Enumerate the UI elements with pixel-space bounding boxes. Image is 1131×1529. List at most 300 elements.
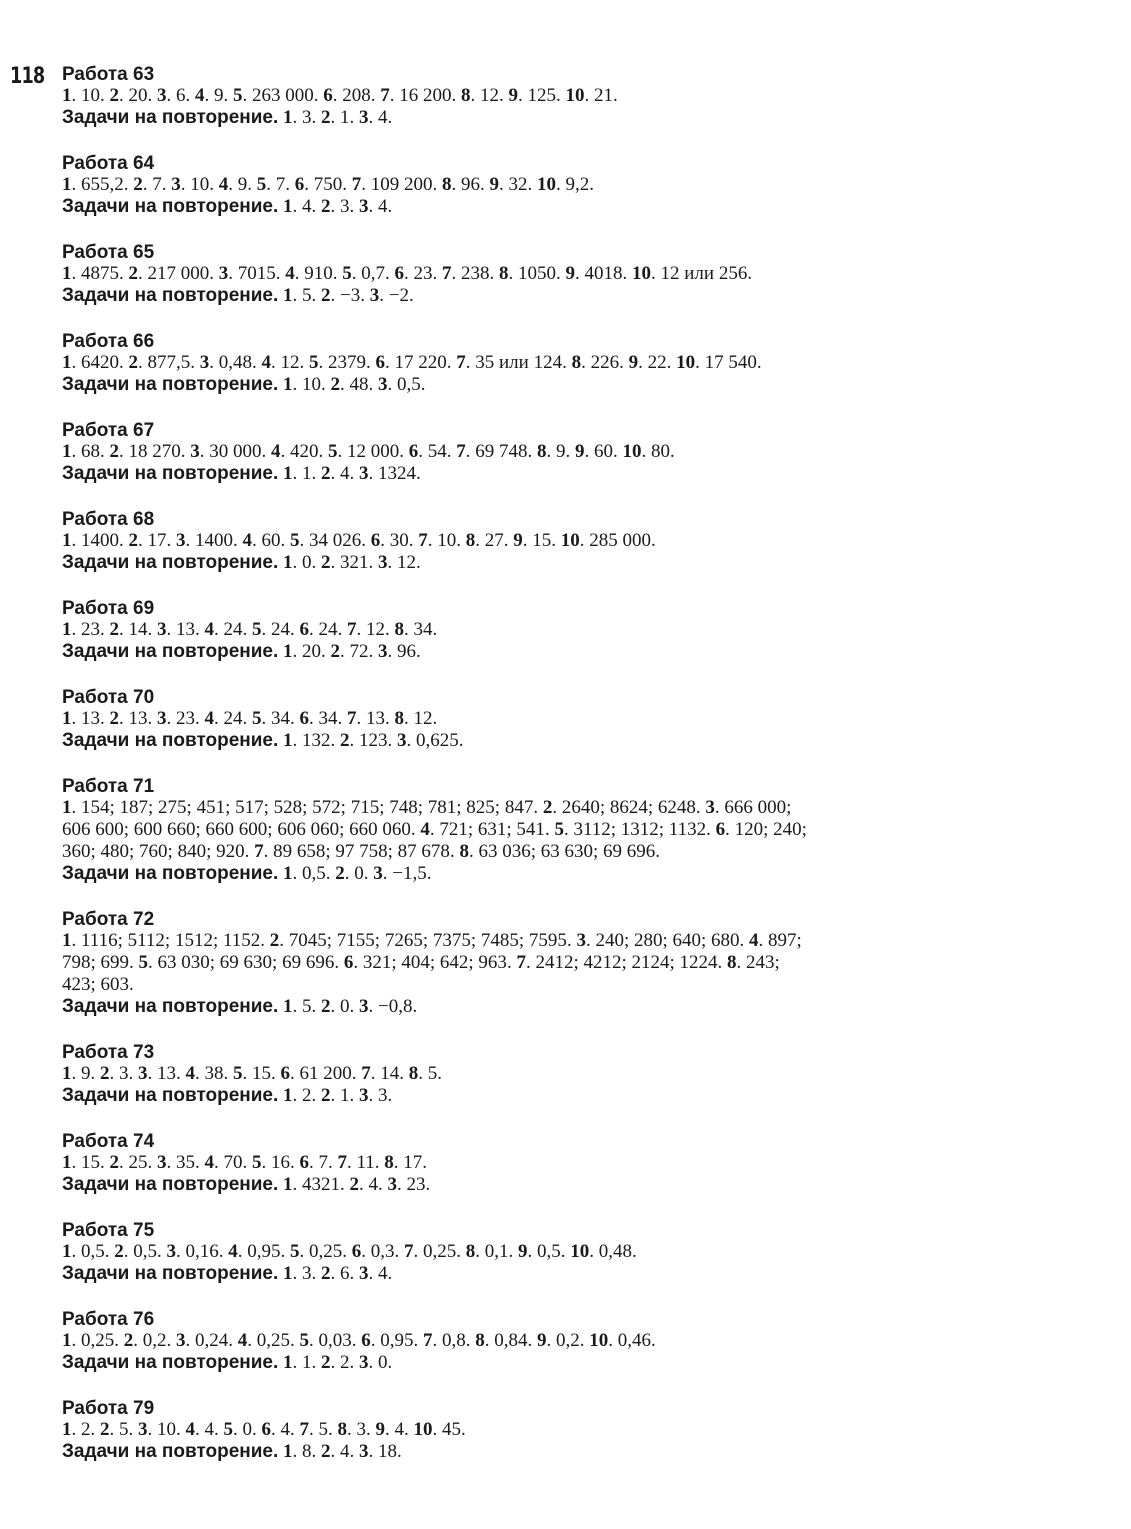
- item-value: 798; 699: [62, 952, 130, 973]
- answer-line: 1. 655,2. 2. 7. 3. 10. 4. 9. 5. 7. 6. 750. 7. 109 200. 8. 96. 9. 32. 10. 9,2.: [62, 174, 594, 195]
- item-value: 25: [128, 1152, 148, 1173]
- item-value: 321; 404; 642; 963: [362, 952, 507, 973]
- item-value: 4018: [584, 263, 623, 284]
- item-value: 0,8: [442, 1330, 466, 1351]
- item-number: 1: [283, 374, 293, 395]
- item-value: 24: [223, 619, 243, 640]
- item-value: 243;: [746, 952, 780, 973]
- item-number: 2: [321, 996, 331, 1017]
- item-value: 132: [302, 730, 331, 751]
- answers-list: [62, 64, 1062, 1487]
- item-number: 10: [560, 530, 580, 551]
- item-number: 9: [375, 1419, 385, 1440]
- work-answers: [62, 263, 1062, 307]
- item-value: 3: [302, 107, 312, 128]
- item-number: 2: [340, 730, 350, 751]
- item-value: 7: [152, 174, 162, 195]
- item-value: 10: [302, 374, 322, 395]
- item-number: 3: [397, 730, 407, 751]
- item-number: 2: [128, 352, 138, 373]
- item-value: 4: [378, 196, 388, 217]
- item-value: 420: [290, 441, 319, 462]
- item-value: 4: [378, 107, 388, 128]
- item-number: 4: [204, 619, 214, 640]
- answer-line: 1. 9. 2. 3. 3. 13. 4. 38. 5. 15. 6. 61 200. 7. 14. 8. 5.: [62, 1063, 442, 1084]
- item-number: 3: [378, 641, 388, 662]
- item-number: 8: [461, 85, 471, 106]
- work-block: [62, 1042, 1062, 1107]
- item-number: 5: [554, 819, 564, 840]
- item-value: 120; 240;: [734, 819, 807, 840]
- item-value: 38: [204, 1063, 224, 1084]
- item-number: 3: [157, 1152, 167, 1173]
- answer-line: 1. 1400. 2. 17. 3. 1400. 4. 60. 5. 34 026. 6. 30. 7. 10. 8. 27. 9. 15. 10. 285 000.: [62, 530, 656, 551]
- item-value: 34: [318, 708, 338, 729]
- review-line: Задачи на повторение. 1. 4. 2. 3. 3. 4.: [62, 196, 393, 217]
- item-number: 6: [299, 708, 309, 729]
- item-number: 5: [138, 952, 149, 973]
- item-value: 8: [302, 1441, 312, 1462]
- review-line: Задачи на повторение. 1. 5. 2. 0. 3. −0,8.: [62, 996, 418, 1017]
- item-number: 2: [109, 708, 119, 729]
- review-label: Задачи на повторение.: [62, 107, 279, 128]
- work-title: Работа 69: [62, 598, 155, 619]
- item-value: 12: [397, 552, 417, 573]
- item-number: 2: [321, 107, 331, 128]
- item-number: 10: [570, 1241, 590, 1262]
- item-value: 0,5: [133, 1241, 157, 1262]
- item-number: 2: [330, 641, 341, 662]
- item-value: 30 000: [209, 441, 262, 462]
- item-number: 4: [285, 263, 295, 284]
- item-number: 1: [283, 1352, 293, 1373]
- answer-line: 1. 13. 2. 13. 3. 23. 4. 24. 5. 34. 6. 34. 7. 13. 8. 12.: [62, 708, 438, 729]
- review-label: Задачи на повторение.: [62, 1352, 279, 1373]
- item-number: 2: [109, 85, 119, 106]
- item-number: 2: [109, 1152, 119, 1173]
- item-value: 721; 631; 541: [439, 819, 545, 840]
- item-value: 20: [302, 641, 322, 662]
- item-number: 1: [283, 463, 293, 484]
- item-value: 3: [302, 1263, 312, 1284]
- item-value: 2: [302, 1085, 312, 1106]
- answer-line: 1. 68. 2. 18 270. 3. 30 000. 4. 420. 5. 12 000. 6. 54. 7. 69 748. 8. 9. 9. 60. 10. 80.: [62, 441, 675, 462]
- item-number: 4: [261, 352, 271, 373]
- item-value: 61 200: [299, 1063, 352, 1084]
- work-answers: [62, 352, 1062, 396]
- item-value: −0,8: [378, 996, 413, 1017]
- item-value: 11: [356, 1152, 375, 1173]
- item-value: 17: [403, 1152, 423, 1173]
- item-value: −1,5: [392, 863, 427, 884]
- item-number: 4: [242, 530, 252, 551]
- item-number: 9: [575, 441, 585, 462]
- item-value: 4: [394, 1419, 404, 1440]
- work-title: Работа 63: [62, 64, 155, 85]
- item-number: 8: [537, 441, 547, 462]
- item-number: 2: [321, 1352, 331, 1373]
- item-number: 5: [233, 1063, 243, 1084]
- item-value: 3: [119, 1063, 129, 1084]
- item-number: 6: [715, 819, 726, 840]
- item-value: 0,25: [81, 1330, 115, 1351]
- item-value: 16 200: [399, 85, 452, 106]
- item-value: 0,5: [81, 1241, 105, 1262]
- item-number: 2: [321, 552, 331, 573]
- item-number: 3: [705, 797, 715, 818]
- work-title: Работа 67: [62, 420, 155, 441]
- item-number: 10: [676, 352, 696, 373]
- item-number: 3: [199, 352, 210, 373]
- item-value: 15: [81, 1152, 100, 1173]
- work-answers: [62, 1241, 1062, 1285]
- item-number: 8: [442, 174, 452, 195]
- item-value: 7: [275, 174, 286, 195]
- item-number: 6: [361, 1330, 371, 1351]
- item-number: 1: [62, 530, 72, 551]
- item-number: 9: [489, 174, 499, 195]
- item-value: 1: [340, 107, 350, 128]
- item-number: 1: [283, 1441, 293, 1462]
- item-value: 23: [176, 708, 195, 729]
- item-number: 2: [321, 1085, 331, 1106]
- item-value: 34: [413, 619, 433, 640]
- item-value: 10: [437, 530, 457, 551]
- item-number: 8: [727, 952, 737, 973]
- item-value: 6: [176, 85, 186, 106]
- answer-line: 1. 23. 2. 14. 3. 13. 4. 24. 5. 24. 6. 24. 7. 12. 8. 34.: [62, 619, 438, 640]
- item-number: 7: [456, 441, 466, 462]
- item-number: 3: [359, 1085, 369, 1106]
- item-number: 1: [283, 1263, 293, 1284]
- item-value: 1: [340, 1085, 350, 1106]
- item-value: 18 270: [128, 441, 181, 462]
- item-value: 0,5: [302, 863, 326, 884]
- item-number: 9: [565, 263, 575, 284]
- item-value: 125: [527, 85, 556, 106]
- item-value: 1116; 5112; 1512; 1152: [81, 930, 261, 951]
- item-value: 23: [406, 1174, 426, 1195]
- item-value: 0,95: [380, 1330, 414, 1351]
- item-value: 0,84: [494, 1330, 528, 1351]
- item-value: 72: [349, 641, 369, 662]
- item-value: 2: [81, 1419, 91, 1440]
- item-value: 0,1: [484, 1241, 509, 1262]
- item-number: 7: [361, 1063, 371, 1084]
- item-number: 1: [283, 730, 293, 751]
- item-number: 4: [185, 1419, 195, 1440]
- item-value: 9: [556, 441, 566, 462]
- review-line: Задачи на повторение. 1. 3. 2. 6. 3. 4.: [62, 1263, 393, 1284]
- answer-line: 360; 480; 760; 840; 920. 7. 89 658; 97 758; 87 678. 8. 63 036; 63 630; 69 696.: [62, 841, 660, 862]
- item-value: 13: [176, 619, 195, 640]
- item-number: 9: [518, 1241, 528, 1262]
- item-number: 8: [475, 1330, 485, 1351]
- item-number: 2: [133, 174, 143, 195]
- item-value: 12: [413, 708, 433, 729]
- item-number: 9: [537, 1330, 547, 1351]
- item-number: 6: [261, 1419, 271, 1440]
- item-value: 910: [304, 263, 333, 284]
- item-value: 7: [318, 1152, 328, 1173]
- item-value: 3112; 1312; 1132: [573, 819, 707, 840]
- item-value: 3: [340, 196, 350, 217]
- work-answers: [62, 441, 1062, 485]
- item-value: 360; 480; 760; 840; 920: [62, 841, 245, 862]
- review-line: Задачи на повторение. 1. 8. 2. 4. 3. 18.: [62, 1441, 402, 1462]
- item-number: 10: [537, 174, 556, 195]
- item-value: 423; 603: [62, 974, 130, 995]
- item-number: 3: [157, 619, 167, 640]
- item-value: 23: [81, 619, 100, 640]
- item-number: 1: [283, 285, 293, 306]
- item-number: 4: [749, 930, 759, 951]
- item-value: 15: [532, 530, 552, 551]
- item-number: 7: [404, 1241, 414, 1262]
- item-value: 240; 280; 640; 680: [595, 930, 740, 951]
- item-value: 4: [302, 196, 312, 217]
- item-number: 3: [378, 552, 388, 573]
- work-title: Работа 73: [62, 1042, 155, 1063]
- item-number: 6: [294, 174, 305, 195]
- item-value: 63 030; 69 630; 69 696: [157, 952, 335, 973]
- item-value: 226: [590, 352, 620, 373]
- review-line: Задачи на повторение. 1. 5. 2. −3. 3. −2.: [62, 285, 414, 306]
- item-number: 3: [378, 374, 388, 395]
- item-value: 9: [237, 174, 248, 195]
- work-title: Работа 71: [62, 776, 155, 797]
- item-number: 9: [513, 530, 523, 551]
- item-number: 3: [576, 930, 586, 951]
- review-line: Задачи на повторение. 1. 132. 2. 123. 3. 0,625.: [62, 730, 464, 751]
- item-number: 2: [114, 1241, 124, 1262]
- item-number: 6: [343, 952, 354, 973]
- review-label: Задачи на повторение.: [62, 1441, 279, 1462]
- item-number: 2: [109, 441, 119, 462]
- item-number: 1: [62, 263, 72, 284]
- item-value: 217 000: [147, 263, 210, 284]
- item-value: 9: [81, 1063, 91, 1084]
- item-number: 6: [299, 1152, 309, 1173]
- item-number: 7: [380, 85, 390, 106]
- item-number: 2: [335, 863, 345, 884]
- item-value: 4: [368, 1174, 379, 1195]
- item-value: 0: [302, 552, 312, 573]
- item-number: 2: [321, 285, 331, 306]
- work-block: [62, 509, 1062, 574]
- answer-line: 798; 699. 5. 63 030; 69 630; 69 696. 6. 321; 404; 642; 963. 7. 2412; 4212; 2124; 1224. 8. 243;: [62, 952, 780, 973]
- item-number: 3: [359, 996, 369, 1017]
- item-number: 1: [62, 797, 72, 818]
- item-number: 3: [176, 530, 186, 551]
- item-number: 2: [542, 797, 553, 818]
- item-value: 23: [413, 263, 433, 284]
- item-value: 0,25: [256, 1330, 290, 1351]
- work-answers: [62, 797, 1062, 885]
- item-value: 60: [594, 441, 613, 462]
- item-value: 48: [349, 374, 369, 395]
- item-value: 0,48: [598, 1241, 632, 1262]
- item-value: 10: [157, 1419, 176, 1440]
- item-value: 0,3: [370, 1241, 395, 1262]
- item-value: 60: [261, 530, 281, 551]
- work-block: [62, 153, 1062, 218]
- item-number: 5: [256, 174, 267, 195]
- item-value: 0,25: [423, 1241, 457, 1262]
- item-number: 4: [218, 174, 229, 195]
- item-value: 15: [252, 1063, 271, 1084]
- review-line: Задачи на повторение. 1. 1. 2. 2. 3. 0.: [62, 1352, 393, 1373]
- item-value: 750: [313, 174, 343, 195]
- item-value: 24: [318, 619, 338, 640]
- work-block: [62, 331, 1062, 396]
- answer-line: 1. 0,5. 2. 0,5. 3. 0,16. 4. 0,95. 5. 0,25. 6. 0,3. 7. 0,25. 8. 0,1. 9. 0,5. 10. 0,48.: [62, 1241, 637, 1262]
- item-number: 1: [283, 1174, 293, 1195]
- item-value: 18: [378, 1441, 398, 1462]
- item-number: 2: [321, 1441, 331, 1462]
- item-number: 2: [109, 619, 119, 640]
- item-number: 1: [62, 441, 72, 462]
- item-value: 63 036; 63 630; 69 696: [478, 841, 656, 862]
- item-number: 3: [157, 708, 167, 729]
- work-title: Работа 68: [62, 509, 155, 530]
- item-number: 5: [233, 85, 243, 106]
- review-line: Задачи на повторение. 1. 3. 2. 1. 3. 4.: [62, 107, 393, 128]
- work-block: [62, 420, 1062, 485]
- review-line: Задачи на повторение. 1. 4321. 2. 4. 3. 23.: [62, 1174, 431, 1195]
- item-number: 3: [359, 1441, 369, 1462]
- item-number: 7: [516, 952, 526, 973]
- item-number: 4: [271, 441, 281, 462]
- item-value: 7045; 7155; 7265; 7375; 7485; 7595: [288, 930, 567, 951]
- answer-line: 1. 2. 2. 5. 3. 10. 4. 4. 5. 0. 6. 4. 7. 5. 8. 3. 9. 4. 10. 45.: [62, 1419, 466, 1440]
- item-value: 0,24: [195, 1330, 229, 1351]
- item-value: 89 658; 97 758; 87 678: [273, 841, 450, 862]
- item-number: 2: [128, 263, 138, 284]
- item-number: 8: [465, 1241, 476, 1262]
- review-line: Задачи на повторение. 1. 2. 2. 1. 3. 3.: [62, 1085, 393, 1106]
- item-value: 606 600; 600 660; 660 600; 606 060; 660 060: [62, 819, 411, 840]
- answer-line: 1. 10. 2. 20. 3. 6. 4. 9. 5. 263 000. 6. 208. 7. 16 200. 8. 12. 9. 125. 10. 21.: [62, 85, 618, 106]
- item-number: 4: [185, 1063, 195, 1084]
- item-number: 3: [359, 196, 369, 217]
- item-value: 0: [354, 863, 364, 884]
- item-number: 2: [100, 1419, 110, 1440]
- item-number: 5: [223, 1419, 233, 1440]
- item-number: 5: [252, 1152, 262, 1173]
- work-title: Работа 76: [62, 1309, 155, 1330]
- item-value: 4875: [81, 263, 119, 284]
- item-value: 0,5: [537, 1241, 561, 1262]
- item-value: 0,16: [185, 1241, 219, 1262]
- item-value: 12: [366, 619, 385, 640]
- item-number: 3: [359, 1352, 369, 1373]
- item-value: 0,5: [397, 374, 421, 395]
- item-value: 4: [280, 1419, 290, 1440]
- item-value: 897;: [768, 930, 802, 951]
- item-value: 3: [356, 1419, 366, 1440]
- work-answers: [62, 174, 1062, 218]
- review-label: Задачи на повторение.: [62, 285, 279, 306]
- item-number: 1: [283, 107, 293, 128]
- item-number: 2: [321, 1263, 331, 1284]
- review-label: Задачи на повторение.: [62, 196, 279, 217]
- item-number: 10: [632, 263, 651, 284]
- item-number: 3: [218, 263, 229, 284]
- work-block: [62, 242, 1062, 307]
- review-label: Задачи на повторение.: [62, 863, 279, 884]
- item-value: 54: [427, 441, 447, 462]
- item-value: 2: [340, 1352, 350, 1373]
- item-number: 7: [442, 263, 452, 284]
- item-number: 5: [342, 263, 352, 284]
- review-line: Задачи на повторение. 1. 20. 2. 72. 3. 96.: [62, 641, 421, 662]
- item-value: 35 или 124: [475, 352, 563, 373]
- item-number: 1: [62, 1063, 72, 1084]
- item-number: 2: [349, 1174, 360, 1195]
- item-number: 8: [394, 708, 404, 729]
- item-number: 8: [465, 530, 476, 551]
- item-number: 10: [589, 1330, 609, 1351]
- item-value: 13: [81, 708, 100, 729]
- item-number: 1: [62, 174, 72, 195]
- review-line: Задачи на повторение. 1. 0,5. 2. 0. 3. −1,5.: [62, 863, 432, 884]
- item-number: 3: [369, 285, 380, 306]
- item-number: 7: [254, 841, 264, 862]
- item-value: 3: [378, 1085, 388, 1106]
- item-value: 68: [81, 441, 100, 462]
- work-block: [62, 687, 1062, 752]
- work-title: Работа 70: [62, 687, 155, 708]
- item-value: 4: [204, 1419, 214, 1440]
- item-value: 27: [484, 530, 504, 551]
- work-answers: [62, 85, 1062, 129]
- review-label: Задачи на повторение.: [62, 463, 279, 484]
- item-value: 6420: [81, 352, 119, 373]
- item-value: 154; 187; 275; 451; 517; 528; 572; 715; 748; 781; 825; 847: [81, 797, 534, 818]
- item-value: 17 540: [704, 352, 757, 373]
- item-value: 96: [397, 641, 417, 662]
- item-number: 8: [408, 1063, 419, 1084]
- item-number: 5: [252, 708, 262, 729]
- item-value: 17: [147, 530, 167, 551]
- item-value: 24: [271, 619, 290, 640]
- item-number: 2: [123, 1330, 134, 1351]
- work-block: [62, 1398, 1062, 1463]
- item-value: 0,48: [218, 352, 252, 373]
- item-number: 7: [347, 708, 357, 729]
- item-value: 1: [302, 1352, 312, 1373]
- work-block: [62, 1309, 1062, 1374]
- work-answers: [62, 530, 1062, 574]
- item-number: 3: [359, 107, 369, 128]
- work-answers: [62, 1152, 1062, 1196]
- work-title: Работа 79: [62, 1398, 155, 1419]
- item-value: 2412; 4212; 2124; 1224: [535, 952, 718, 973]
- item-number: 10: [413, 1419, 433, 1440]
- item-value: 0,95: [247, 1241, 281, 1262]
- page-number: 118: [10, 64, 45, 89]
- item-number: 5: [290, 530, 300, 551]
- answer-line: 1. 6420. 2. 877,5. 3. 0,48. 4. 12. 5. 2379. 6. 17 220. 7. 35 или 124. 8. 226. 9. 22. 10. 17 540.: [62, 352, 762, 373]
- item-number: 4: [228, 1241, 238, 1262]
- item-value: 6: [340, 1263, 350, 1284]
- answer-line: 423; 603.: [62, 974, 134, 995]
- item-number: 7: [347, 619, 357, 640]
- work-answers: [62, 1419, 1062, 1463]
- item-value: 80: [651, 441, 670, 462]
- work-title: Работа 72: [62, 909, 155, 930]
